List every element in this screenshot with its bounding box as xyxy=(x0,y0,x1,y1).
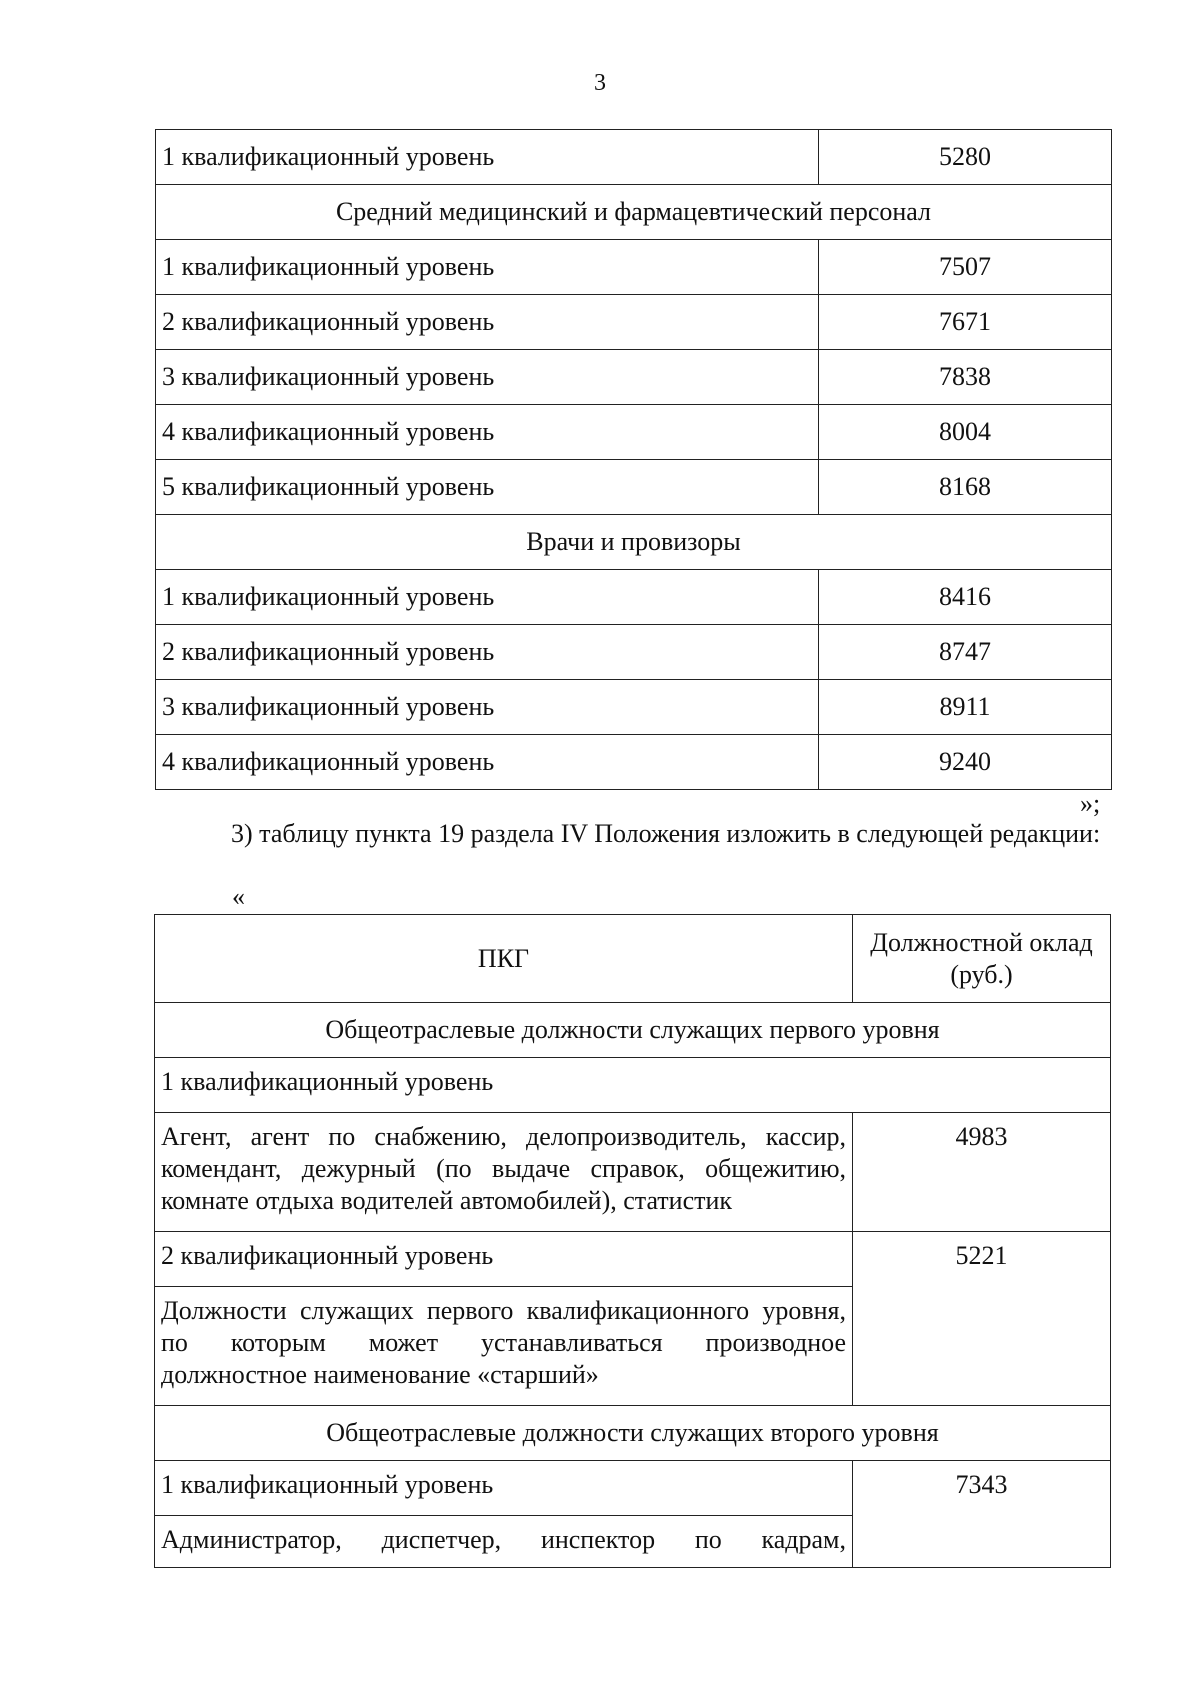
level-label: 3 квалификационный уровень xyxy=(156,680,819,735)
level-row xyxy=(156,625,1112,680)
position-description: Агент, агент по снабжению, делопроизводитель, кассир, комендант, дежурный (по выдаче справок, общежитию, комнате отдыха водителей автомобилей), статистик xyxy=(155,1113,853,1232)
section-title: Врачи и провизоры xyxy=(156,515,1112,570)
salary-table-continued xyxy=(155,129,1112,790)
level-label: 1 квалификационный уровень xyxy=(156,240,819,295)
opening-quote: « xyxy=(232,882,245,911)
column-header-salary: Должностной оклад (руб.) xyxy=(853,915,1111,1003)
level-label: 1 квалификационный уровень xyxy=(156,130,819,185)
level-label: 1 квалификационный уровень xyxy=(155,1461,853,1516)
section-header-row xyxy=(156,515,1112,570)
level-row xyxy=(156,460,1112,515)
salary-value: 8168 xyxy=(819,460,1112,515)
level-row xyxy=(156,680,1112,735)
level-label: 2 квалификационный уровень xyxy=(156,295,819,350)
closing-quote: »; xyxy=(1080,789,1101,818)
salary-value: 5221 xyxy=(853,1232,1111,1406)
level-row xyxy=(156,735,1112,790)
position-description: Должности служащих первого квалификационного уровня, по которым может устанавливаться производное должностное наименование «старший» xyxy=(155,1287,853,1406)
level-row xyxy=(156,570,1112,625)
table-header-row xyxy=(155,915,1111,1003)
group-title-first-level: Общеотраслевые должности служащих первого уровня xyxy=(155,1003,1111,1058)
level-label: 3 квалификационный уровень xyxy=(156,350,819,405)
salary-value: 7671 xyxy=(819,295,1112,350)
salary-value: 8416 xyxy=(819,570,1112,625)
level-row xyxy=(155,1232,1111,1287)
level-row xyxy=(156,240,1112,295)
page-number: 3 xyxy=(594,70,606,96)
level-row xyxy=(156,130,1112,185)
section-title: Средний медицинский и фармацевтический персонал xyxy=(156,185,1112,240)
position-description: Администратор, диспетчер, инспектор по кадрам, xyxy=(155,1516,853,1568)
group-title-second-level: Общеотраслевые должности служащих второго уровня xyxy=(155,1406,1111,1461)
level-label: 1 квалификационный уровень xyxy=(156,570,819,625)
salary-value: 8911 xyxy=(819,680,1112,735)
level-row xyxy=(155,1461,1111,1516)
group-header-row xyxy=(155,1003,1111,1058)
salary-value: 7507 xyxy=(819,240,1112,295)
level-label: 4 квалификационный уровень xyxy=(156,405,819,460)
salary-value: 8004 xyxy=(819,405,1112,460)
salary-value: 5280 xyxy=(819,130,1112,185)
level-label: 4 квалификационный уровень xyxy=(156,735,819,790)
salary-value: 7838 xyxy=(819,350,1112,405)
level-label: 2 квалификационный уровень xyxy=(156,625,819,680)
salary-table-pkg xyxy=(154,914,1111,1568)
salary-value: 4983 xyxy=(853,1113,1111,1232)
level-row xyxy=(155,1058,1111,1113)
level-row xyxy=(156,295,1112,350)
level-row xyxy=(156,405,1112,460)
salary-value: 9240 xyxy=(819,735,1112,790)
level-label: 2 квалификационный уровень xyxy=(155,1232,853,1287)
column-header-pkg: ПКГ xyxy=(155,915,853,1003)
position-row xyxy=(155,1113,1111,1232)
salary-value: 8747 xyxy=(819,625,1112,680)
amendment-paragraph: 3) таблицу пункта 19 раздела IV Положения изложить в следующей редакции: xyxy=(231,819,1101,848)
level-label: 1 квалификационный уровень xyxy=(155,1058,1111,1113)
level-label: 5 квалификационный уровень xyxy=(156,460,819,515)
level-row xyxy=(156,350,1112,405)
section-header-row xyxy=(156,185,1112,240)
salary-value: 7343 xyxy=(853,1461,1111,1568)
group-header-row xyxy=(155,1406,1111,1461)
